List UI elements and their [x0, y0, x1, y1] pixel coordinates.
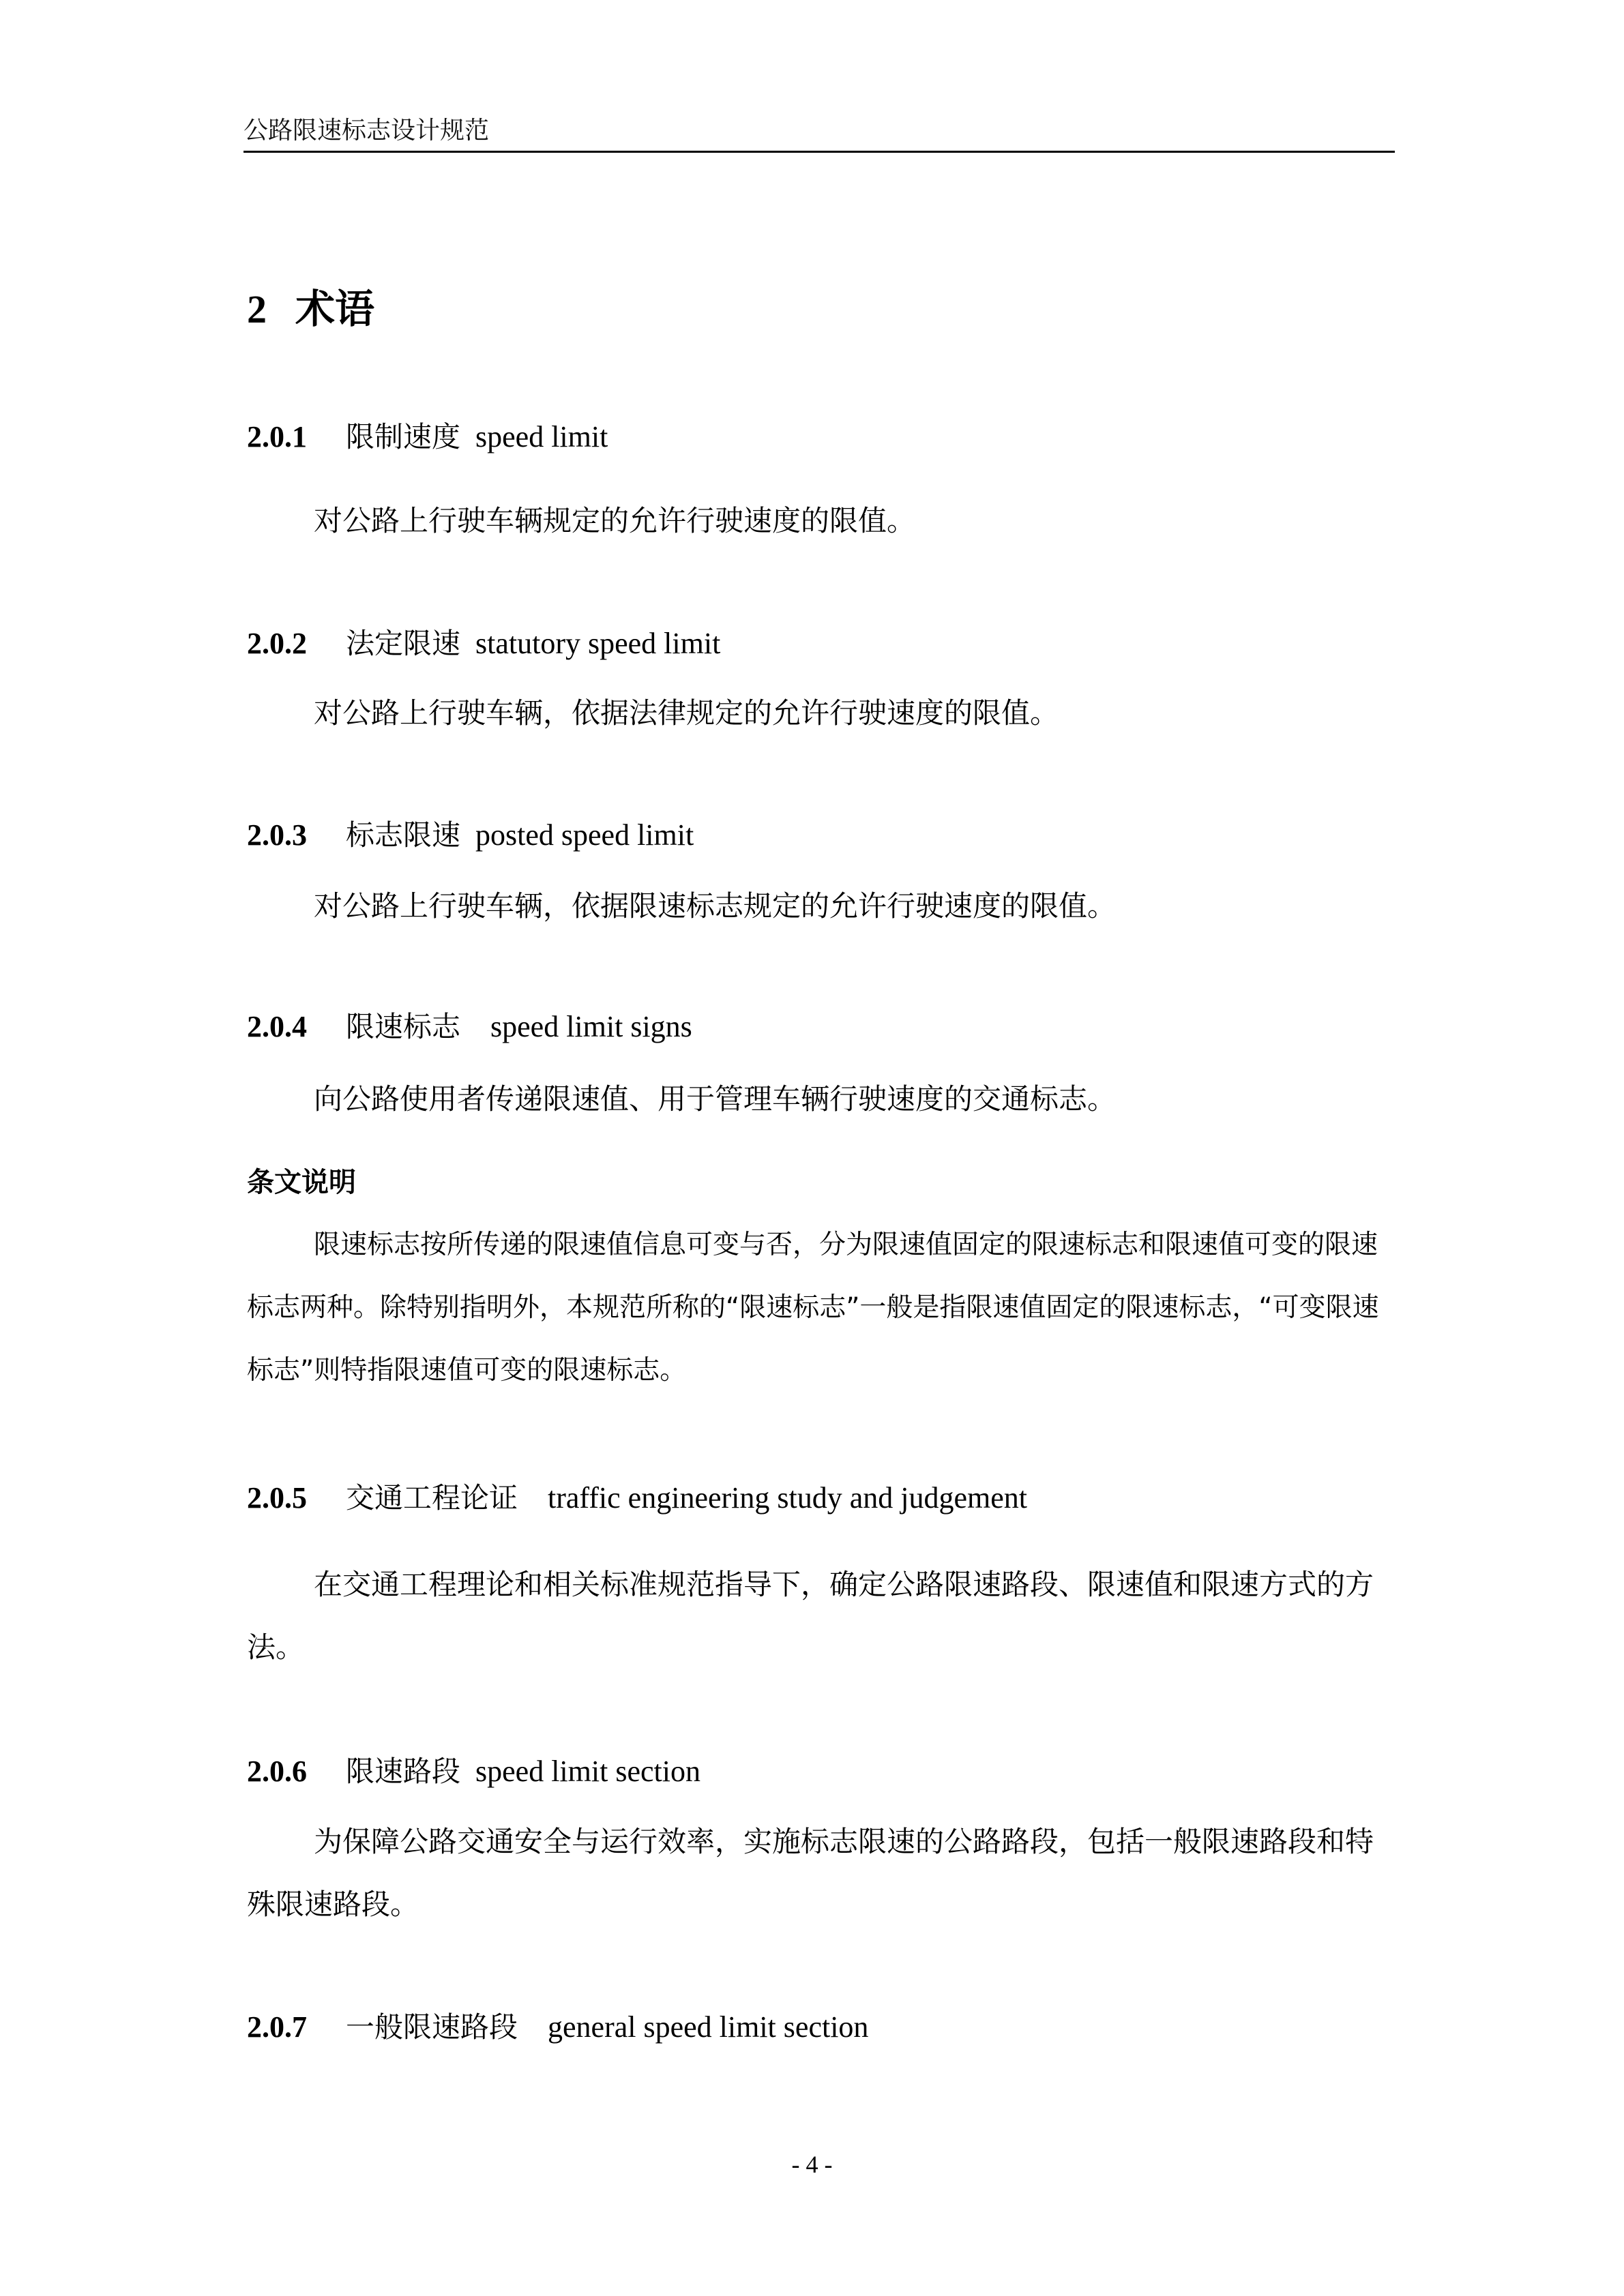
- note-heading: 条文说明: [247, 1167, 356, 1198]
- term-number: 2.0.5: [247, 1481, 307, 1515]
- chapter-title: [247, 286, 374, 332]
- term-chinese: 标志限速: [346, 818, 461, 852]
- note-body: 限速标志按所传递的限速值信息可变与否，分为限速值固定的限速标志和限速值可变的限速标志两种。除特别指明外，本规范所称的“限速标志”一般是指限速值固定的限速标志，“可变限速标志”则特指限速值可变的限速标志。: [247, 1229, 1379, 1386]
- header-rule: [243, 151, 1395, 153]
- term-number: 2.0.4: [247, 1010, 307, 1043]
- term-definition: 对公路上行驶车辆，依据法律规定的允许行驶速度的限值。: [314, 696, 1059, 730]
- term-english: speed limit signs: [490, 1010, 692, 1043]
- term-number: 2.0.2: [247, 627, 307, 660]
- term-chinese: 交通工程论证: [346, 1481, 518, 1515]
- term-definition: 向公路使用者传递限速值、用于管理车辆行驶速度的交通标志。: [314, 1082, 1117, 1116]
- term-english: statutory speed limit: [475, 627, 721, 660]
- term-chinese: 限速标志: [346, 1010, 461, 1043]
- term-heading: [247, 1480, 1027, 1517]
- term-definition: 对公路上行驶车辆规定的允许行驶速度的限值。: [314, 504, 916, 537]
- term-chinese: 一般限速路段: [346, 2010, 518, 2044]
- term-chinese: 法定限速: [346, 627, 461, 660]
- chapter-name: 术语: [295, 286, 375, 332]
- term-number: 2.0.1: [247, 420, 307, 453]
- term-english: speed limit section: [475, 1755, 700, 1788]
- term-heading: [247, 625, 720, 662]
- term-english: traffic engineering study and judgement: [548, 1481, 1027, 1515]
- term-english: posted speed limit: [475, 818, 694, 852]
- term-heading: [247, 1753, 700, 1790]
- term-heading: [247, 817, 694, 854]
- term-definition: 在交通工程理论和相关标准规范指导下，确定公路限速路段、限速值和限速方式的方法。: [247, 1568, 1374, 1664]
- chapter-number: 2: [247, 287, 267, 331]
- term-number: 2.0.7: [247, 2010, 307, 2044]
- term-definition: 为保障公路交通安全与运行效率，实施标志限速的公路路段，包括一般限速路段和特殊限速路段。: [247, 1825, 1374, 1921]
- term-english: speed limit: [475, 420, 608, 453]
- running-header: 公路限速标志设计规范: [243, 117, 490, 145]
- term-chinese: 限制速度: [346, 420, 461, 453]
- term-heading: [247, 419, 608, 456]
- term-heading: [247, 1009, 692, 1045]
- term-number: 2.0.6: [247, 1755, 307, 1788]
- term-heading: [247, 2009, 868, 2046]
- term-chinese: 限速路段: [346, 1755, 461, 1788]
- term-definition: 对公路上行驶车辆，依据限速标志规定的允许行驶速度的限值。: [314, 889, 1117, 923]
- term-english: general speed limit section: [548, 2010, 869, 2044]
- page-number: - 4 -: [791, 2151, 833, 2178]
- term-number: 2.0.3: [247, 818, 307, 852]
